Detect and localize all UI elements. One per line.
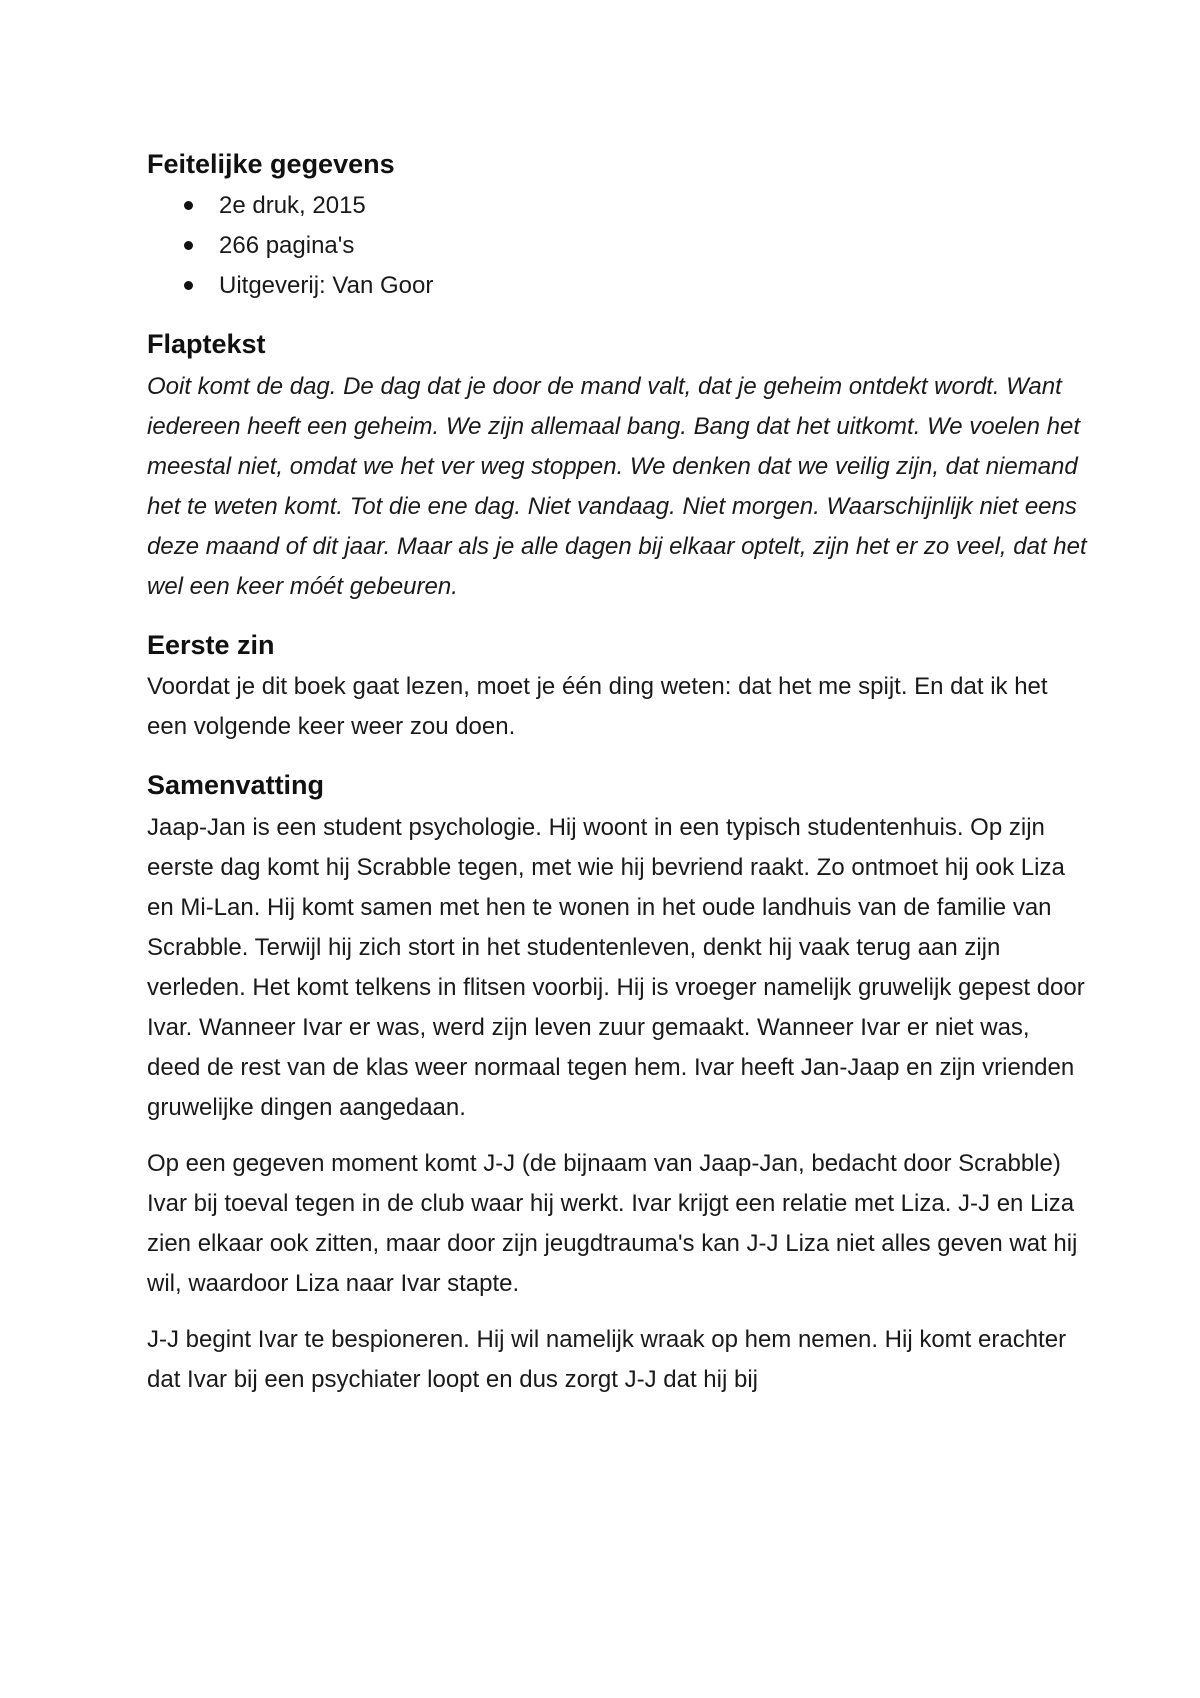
summary-section [147,769,1087,1399]
summary-paragraph: Op een gegeven moment komt J-J (de bijnaam van Jaap-Jan, bedacht door Scrabble) Ivar bij toeval tegen in de club waar hij werkt. Ivar krijgt een relatie met Liza. J-J en Liza zien elkaar ook zitten, maar door zijn jeugdtrauma's kan J-J Liza niet alles geven wat hij wil, waardoor Liza naar Ivar stapte. [147,1149,1078,1297]
first-line-section [147,629,1087,747]
blurb-section [147,328,1087,606]
blurb-text: Ooit komt de dag. De dag dat je door de mand valt, dat je geheim ontdekt wordt. Want iedereen heeft een geheim. We zijn allemaal bang. Bang dat het uitkomt. We voelen het meestal niet, omdat we het ver weg stoppen. We denken dat we veilig zijn, dat niemand het te weten komt. Tot die ene dag. Niet vandaag. Niet morgen. Waarschijnlijk niet eens deze maand of dit jaar. Maar als je alle dagen bij elkaar optelt, zijn het er zo veel, dat het wel een keer móét gebeuren. [147,372,1087,600]
first-line-heading: Eerste zin [147,629,275,660]
summary-paragraph: J-J begint Ivar te bespioneren. Hij wil namelijk wraak op hem nemen. Hij komt erachter dat Ivar bij een psychiater loopt en dus zorgt J-J dat hij bij [147,1325,1067,1393]
facts-heading: Feitelijke gegevens [147,149,395,179]
facts-item-text: 266 pagina's [219,232,355,260]
bullet-icon [184,241,193,250]
bullet-icon [184,201,193,210]
blurb-heading: Flaptekst [147,329,266,360]
facts-item [147,186,1087,226]
facts-item-text: Uitgeverij: Van Goor [219,272,434,300]
summary-paragraph: Jaap-Jan is een student psychologie. Hij woont in een typisch studentenhuis. Op zijn eerste dag komt hij Scrabble tegen, met wie hij bevriend raakt. Zo ontmoet hij ook Liza en Mi-Lan. Hij komt samen met hen te wonen in het oude landhuis van de familie van Scrabble. Terwijl hij zich stort in het studentenleven, denkt hij vaak terug aan zijn verleden. Het komt telkens in flitsen voorbij. Hij is vroeger namelijk gruwelijk gepest door Ivar. Wanneer Ivar er was, werd zijn leven zuur gemaakt. Wanneer Ivar er niet was, deed de rest van de klas weer normaal tegen hem. Ivar heeft Jan-Jaap en zijn vrienden gruwelijke dingen aangedaan. [147,813,1085,1121]
document-page [147,148,1087,1422]
summary-heading: Samenvatting [147,770,325,801]
facts-item [147,266,1087,306]
facts-section [147,148,1087,306]
facts-item-text: 2e druk, 2015 [219,192,366,220]
bullet-icon [184,281,193,290]
first-line-text: Voordat je dit boek gaat lezen, moet je één ding weten: dat het me spijt. En dat ik het een volgende keer weer zou doen. [147,673,1048,741]
facts-list [147,186,1087,306]
facts-item [147,226,1087,266]
